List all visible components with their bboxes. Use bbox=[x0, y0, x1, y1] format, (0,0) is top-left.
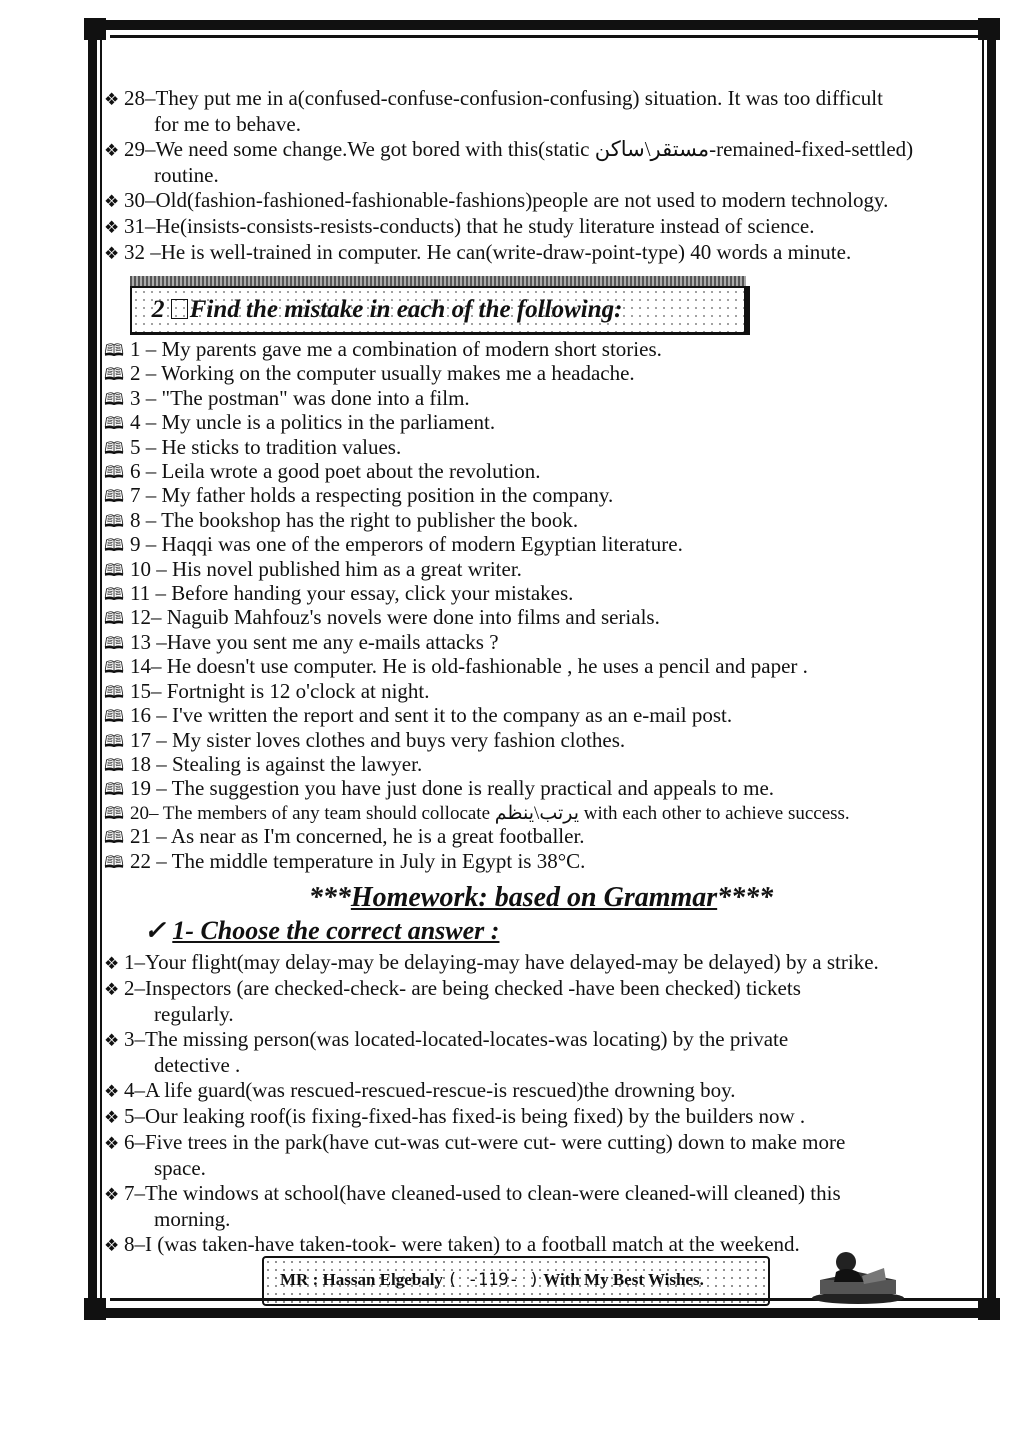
mistake-item: 🕮 1 – My parents gave me a combination of modern short stories. bbox=[104, 337, 662, 361]
question-item: ❖ 4–A life guard(was rescued-rescued-rescue-is rescued)the drowning boy. bbox=[104, 1077, 736, 1102]
section2-header bbox=[130, 276, 750, 334]
question-item: ❖ 32 –He is well-trained in computer. He can(write-draw-point-type) 40 words a minute. bbox=[104, 240, 852, 264]
question-item: ❖ 31–He(insists-consists-resists-conducts) that he study literature instead of science. bbox=[104, 214, 815, 238]
frame-right-inner-border bbox=[982, 35, 984, 1301]
mistake-item: 🕮 18 – Stealing is against the lawyer. bbox=[104, 751, 423, 776]
diamond-bullet-icon: ❖ bbox=[104, 1030, 120, 1050]
diamond-bullet-icon: ❖ bbox=[104, 1235, 120, 1255]
book-icon: 🕮 bbox=[104, 707, 125, 727]
book-icon: 🕮 bbox=[104, 780, 125, 800]
book-icon: 🕮 bbox=[104, 389, 125, 409]
footer-wishes: With My Best Wishes. bbox=[543, 1270, 704, 1289]
book-icon: 🕮 bbox=[104, 852, 125, 872]
diamond-bullet-icon: ❖ bbox=[104, 1107, 120, 1127]
book-icon: 🕮 bbox=[104, 365, 125, 385]
mistake-item: 🕮 17 – My sister loves clothes and buys very fashion clothes. bbox=[104, 727, 626, 752]
diamond-bullet-icon: ❖ bbox=[104, 218, 120, 237]
book-icon: 🕮 bbox=[104, 682, 125, 702]
mistake-item: 🕮 20– The members of any team should collocate يرتب\ينظم with each other to achieve success. bbox=[104, 802, 850, 824]
book-icon: 🕮 bbox=[104, 609, 125, 629]
diamond-bullet-icon: ❖ bbox=[104, 953, 120, 973]
frame-left-inner-border bbox=[100, 35, 102, 1301]
section2-title: 2 Find the mistake in each of the following: bbox=[152, 296, 623, 323]
mistake-item: 🕮 12– Naguib Mahfouz's novels were done into films and serials. bbox=[104, 605, 660, 630]
mistake-item: 🕮 19 – The suggestion you have just done is really practical and appeals to me. bbox=[104, 776, 775, 801]
footer-banner bbox=[262, 1256, 770, 1306]
checkbox-icon bbox=[171, 299, 188, 319]
section2-header-box bbox=[130, 286, 750, 335]
book-icon: 🕮 bbox=[104, 658, 125, 678]
mistake-item: 🕮 2 – Working on the computer usually makes me a headache. bbox=[104, 361, 635, 386]
mistake-item: 🕮 3 – "The postman" was done into a film. bbox=[104, 385, 470, 410]
mistake-item: 🕮 22 – The middle temperature in July in Egypt is 38°C. bbox=[104, 848, 586, 873]
question-item: ❖ 30–Old(fashion-fashioned-fashionable-fashions)people are not used to modern technology. bbox=[104, 188, 889, 212]
frame-left-border bbox=[88, 20, 97, 1318]
question-item: ❖ 1–Your flight(may delay-may be delaying-may have delayed-may be delayed) by a strike. bbox=[104, 949, 879, 974]
question-item: ❖ 5–Our leaking roof(is fixing-fixed-has fixed-is being fixed) by the builders now . bbox=[104, 1103, 806, 1128]
book-icon: 🕮 bbox=[104, 511, 125, 531]
diamond-bullet-icon: ❖ bbox=[104, 1184, 120, 1204]
check-mark-icon: ✓ bbox=[144, 915, 166, 945]
mistake-item: 🕮 11 – Before handing your essay, click your mistakes. bbox=[104, 581, 574, 606]
book-icon: 🕮 bbox=[104, 438, 125, 458]
diamond-bullet-icon: ❖ bbox=[104, 244, 120, 263]
mistake-item: 🕮 16 – I've written the report and sent it to the company as an e-mail post. bbox=[104, 703, 733, 728]
mistake-item: 🕮 21 – As near as I'm concerned, he is a great footballer. bbox=[104, 824, 585, 849]
book-icon: 🕮 bbox=[104, 536, 125, 556]
mistake-item: 🕮 4 – My uncle is a politics in the parliament. bbox=[104, 410, 496, 435]
book-icon: 🕮 bbox=[104, 341, 125, 360]
question-item: ❖ 2–Inspectors (are checked-check- are being checked -have been checked) tickets regularly. bbox=[104, 975, 801, 1026]
frame-top-border bbox=[88, 20, 996, 30]
question-item: ❖ 8–I (was taken-have taken-took- were taken) to a football match at the weekend. bbox=[104, 1231, 800, 1256]
frame-bottom-border bbox=[88, 1308, 996, 1318]
mistake-item: 🕮 13 –Have you sent me any e-mails attacks ? bbox=[104, 629, 499, 654]
mistake-item: 🕮 7 – My father holds a respecting position in the company. bbox=[104, 483, 614, 508]
diamond-bullet-icon: ❖ bbox=[104, 979, 120, 999]
frame-top-inner-border bbox=[110, 35, 980, 38]
diamond-bullet-icon: ❖ bbox=[104, 90, 120, 109]
footer-text bbox=[280, 1270, 704, 1290]
diamond-bullet-icon: ❖ bbox=[104, 1081, 120, 1101]
mistake-item: 🕮 5 – He sticks to tradition values. bbox=[104, 434, 402, 459]
frame-corner-bottom-right bbox=[978, 1298, 1000, 1320]
book-icon: 🕮 bbox=[104, 803, 125, 823]
mistake-item: 🕮 14– He doesn't use computer. He is old-fashionable , he uses a pencil and paper . bbox=[104, 654, 808, 679]
question-item: ❖ 7–The windows at school(have cleaned-used to clean-were cleaned-will cleaned) this morning. bbox=[104, 1180, 841, 1231]
diamond-bullet-icon: ❖ bbox=[104, 1133, 120, 1153]
mistake-item: 🕮 6 – Leila wrote a good poet about the revolution. bbox=[104, 459, 541, 484]
question-item: ❖ 6–Five trees in the park(have cut-was cut-were cut- were cutting) down to make more space. bbox=[104, 1129, 846, 1180]
homework-title: ***Homework: based on Grammar**** bbox=[308, 881, 774, 913]
book-icon: 🕮 bbox=[104, 828, 125, 848]
book-icon: 🕮 bbox=[104, 731, 125, 751]
frame-corner-top-right bbox=[978, 18, 1000, 40]
book-icon: 🕮 bbox=[104, 585, 125, 605]
question-item: ❖ 3–The missing person(was located-located-locates-was locating) by the private detective . bbox=[104, 1026, 789, 1077]
book-icon: 🕮 bbox=[104, 414, 125, 434]
choose-correct-title: ✓ 1- Choose the correct answer : bbox=[144, 915, 500, 945]
mistake-item: 🕮 9 – Haqqi was one of the emperors of modern Egyptian literature. bbox=[104, 532, 683, 557]
mistake-item: 🕮 8 – The bookshop has the right to publisher the book. bbox=[104, 507, 579, 532]
section1-list bbox=[104, 86, 978, 266]
book-icon: 🕮 bbox=[104, 487, 125, 507]
mistake-item: 🕮 15– Fortnight is 12 o'clock at night. bbox=[104, 678, 430, 703]
diamond-bullet-icon: ❖ bbox=[104, 141, 120, 160]
reading-figure-logo bbox=[806, 1246, 910, 1306]
question-item: ❖ 28–They put me in a(confused-confuse-confusion-confusing) situation. It was too difficult for me to behave. bbox=[104, 86, 883, 136]
frame-corner-bottom-left bbox=[84, 1298, 106, 1320]
book-icon: 🕮 bbox=[104, 633, 125, 653]
worksheet-content bbox=[104, 86, 978, 1258]
page-number: ( -119- ) bbox=[447, 1270, 540, 1290]
book-icon: 🕮 bbox=[104, 755, 125, 775]
question-item: ❖ 29–We need some change.We got bored with this(static مستقر\ساكن-remained-fixed-settled) routine. bbox=[104, 137, 914, 187]
footer-author: MR : Hassan Elgebaly bbox=[280, 1270, 443, 1289]
frame-corner-top-left bbox=[84, 18, 106, 40]
diamond-bullet-icon: ❖ bbox=[104, 192, 120, 211]
homework-list bbox=[104, 950, 978, 1258]
book-icon: 🕮 bbox=[104, 463, 125, 483]
mistake-item: 🕮 10 – His novel published him as a great writer. bbox=[104, 556, 522, 581]
mistakes-list bbox=[104, 338, 978, 874]
book-icon: 🕮 bbox=[104, 560, 125, 580]
frame-right-border bbox=[987, 20, 996, 1318]
